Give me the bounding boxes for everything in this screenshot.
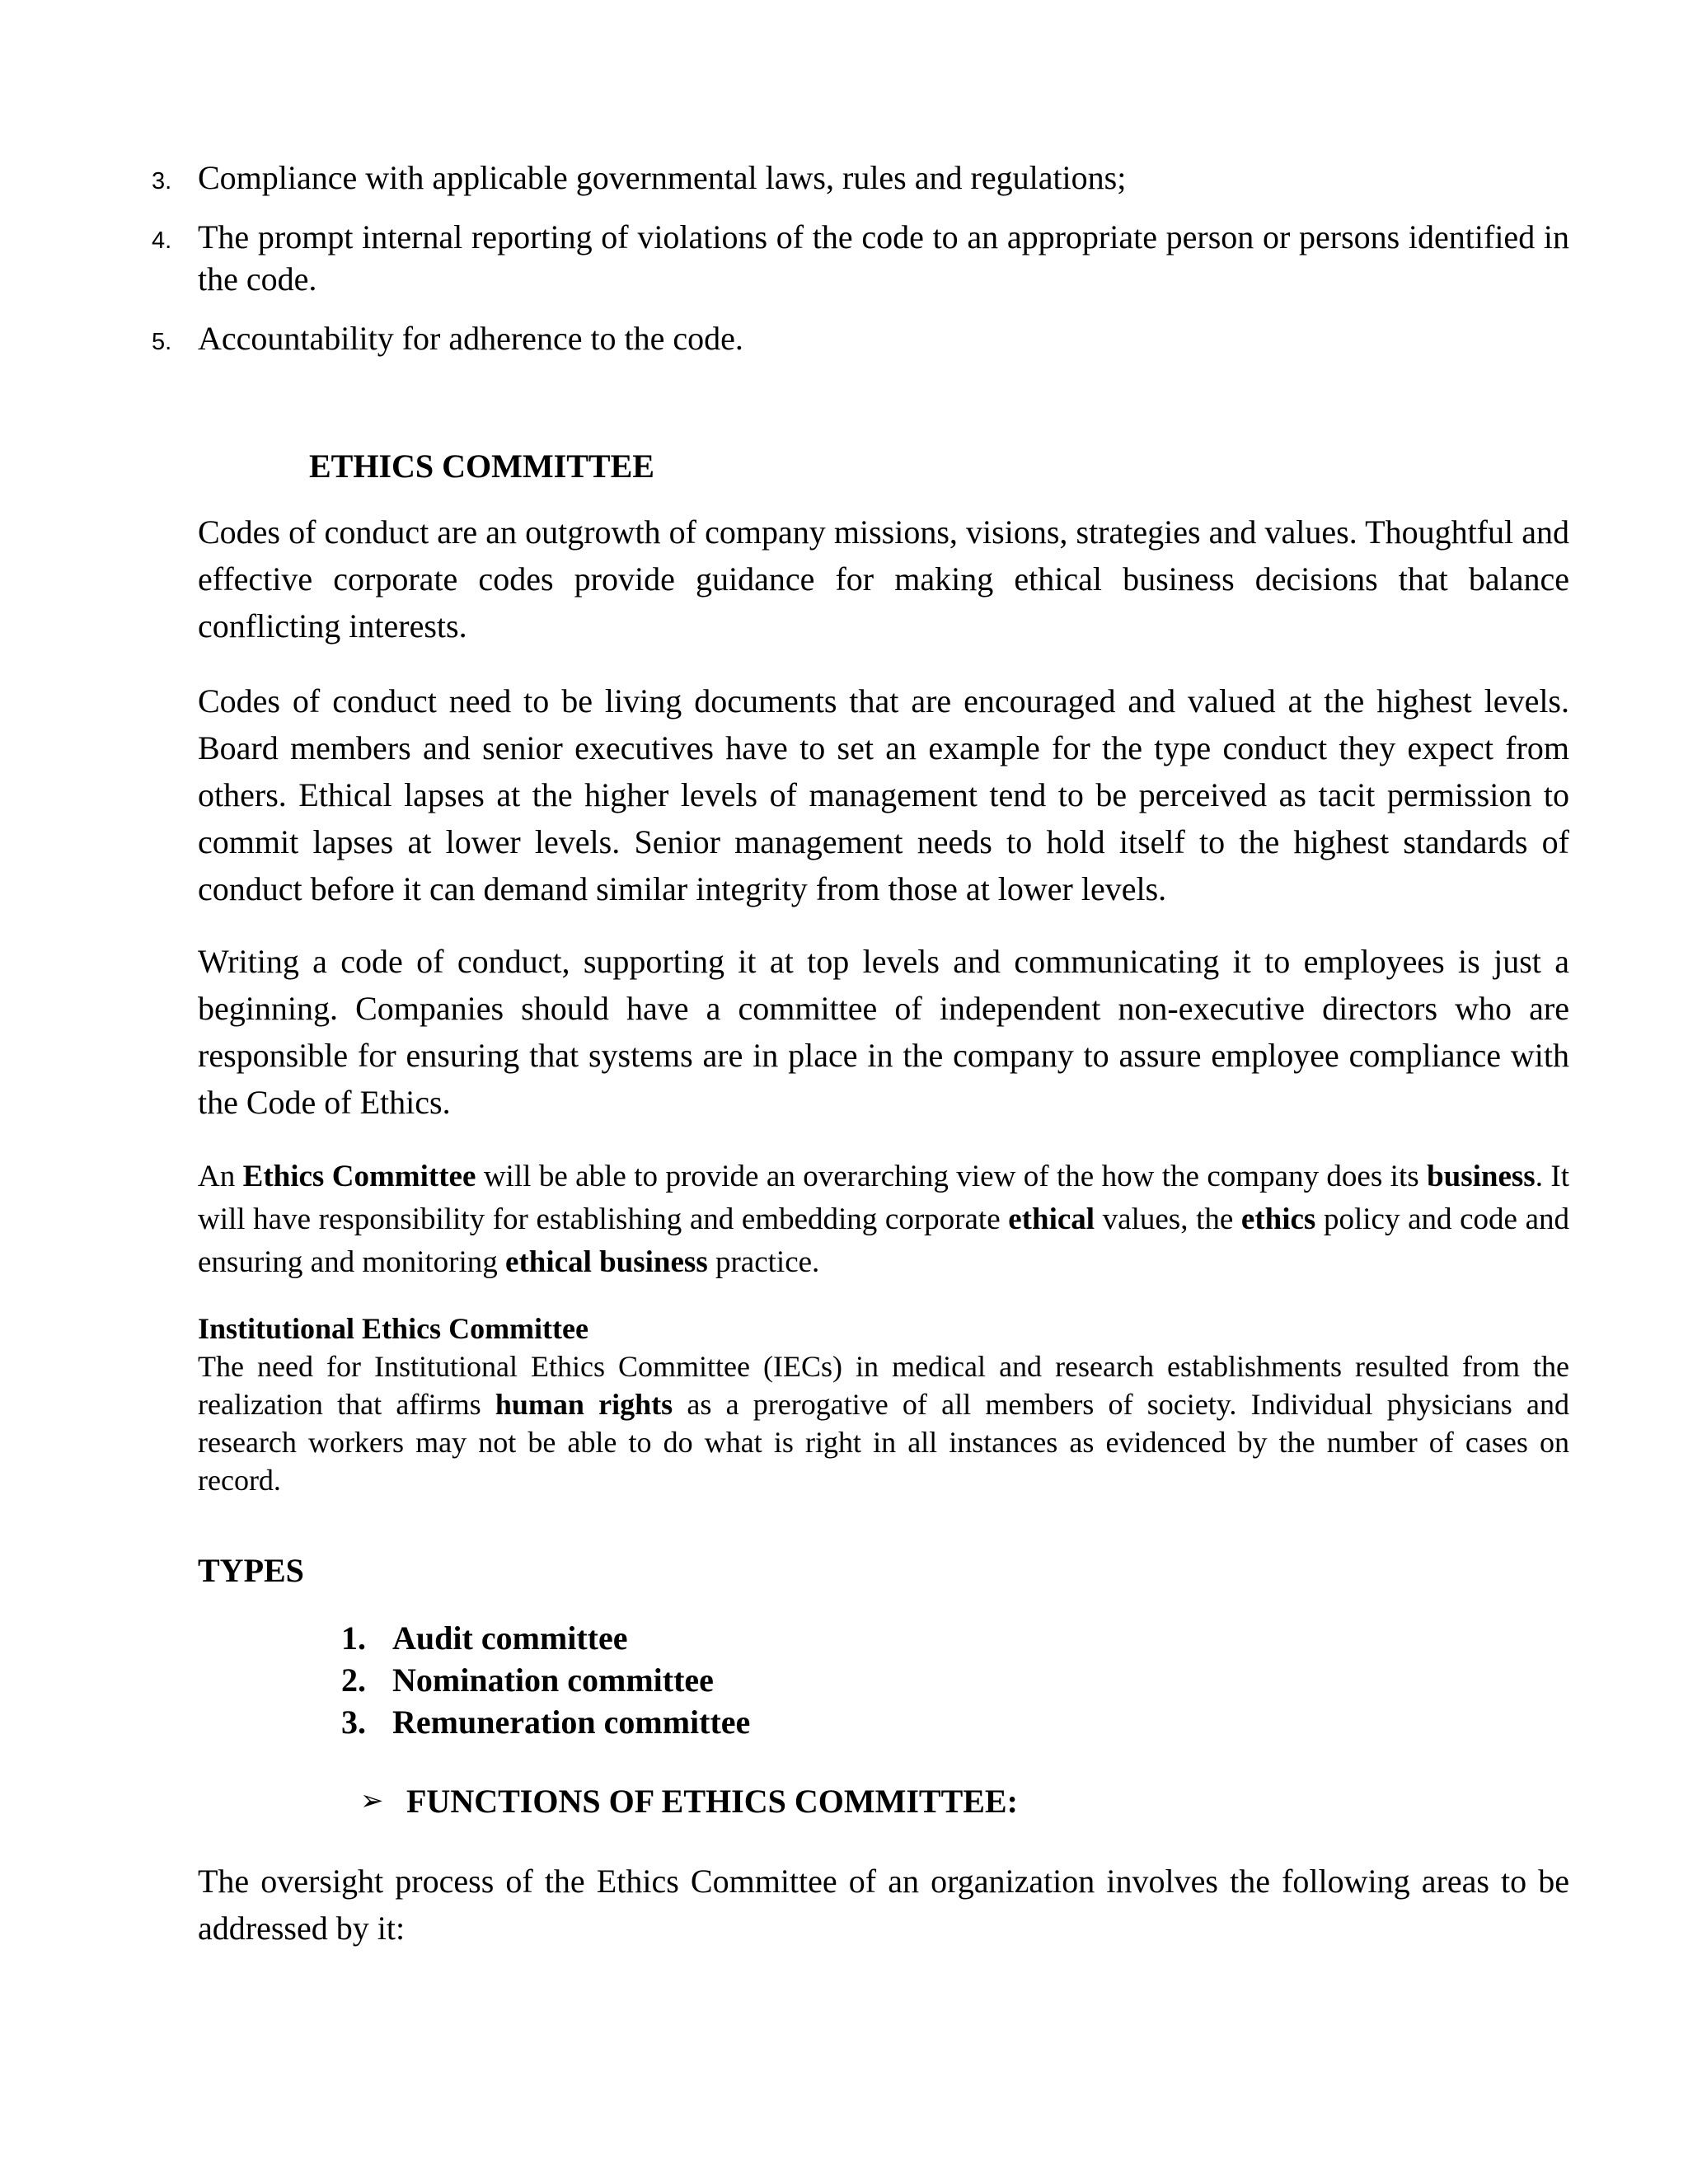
ethics-committee-heading: ETHICS COMMITTEE (309, 448, 654, 485)
bold-term: ethical (1008, 1202, 1095, 1236)
list-item-text: Nomination committee (392, 1661, 714, 1699)
list-item (152, 317, 1569, 359)
text-run: practice. (707, 1245, 820, 1279)
list-item-text: Compliance with applicable governmental laws, rules and regulations; (198, 159, 1127, 196)
list-item-text: Remuneration committee (392, 1704, 751, 1741)
text-run: An (198, 1160, 243, 1193)
functions-heading (360, 1780, 1018, 1822)
list-number: 2. (341, 1661, 366, 1699)
text-run: values, the (1095, 1202, 1241, 1236)
text-run: will be able to provide an overarching view of the how the company does its (476, 1160, 1428, 1193)
list-number: 3. (152, 168, 172, 194)
bold-term: human rights (495, 1388, 673, 1421)
list-number: 4. (152, 227, 172, 254)
text-run: . It will have responsibility for establishing and embedding corporate (198, 1160, 1569, 1236)
text-run: policy and code and ensuring and monitoring (198, 1202, 1570, 1279)
living-documents-paragraph: Codes of conduct need to be living documents that are encouraged and valued at the highest levels. Board members and senior executives have to set an example for the type conduct they expect from others. Ethical lapses at the higher levels of management tend to be perceived as tacit permission to commit lapses at lower levels. Senior management needs to hold itself to the highest standards of conduct before it can demand similar integrity from those at lower levels. (198, 682, 1569, 907)
list-item-text: The prompt internal reporting of violations of the code to an appropriate person or persons identified in the code. (198, 218, 1569, 298)
bold-term: ethical business (505, 1245, 708, 1279)
types-heading: TYPES (198, 1552, 304, 1589)
writing-code-paragraph: Writing a code of conduct, supporting it at top levels and communicating it to employees is just a beginning. Companies should have a committee of independent non-executive directors who are responsible for ensuring that systems are in place in the company to assure employee compliance with the Code of Ethics. (198, 943, 1569, 1121)
committee-types-list (341, 1617, 750, 1743)
bold-term: ethics (1240, 1202, 1316, 1236)
codes-outgrowth-paragraph: Codes of conduct are an outgrowth of company missions, visions, strategies and values. Thoughtful and effective corporate codes provide guidance for making ethical business decisions that balance conflicting interests. (198, 513, 1569, 644)
iec-section (198, 1310, 1569, 1499)
bold-term: Ethics Committee (242, 1160, 476, 1193)
list-item-text: Audit committee (392, 1619, 628, 1657)
list-item (341, 1701, 750, 1743)
ethics-committee-role-paragraph (198, 1155, 1569, 1284)
iec-paragraph (198, 1347, 1569, 1499)
list-item (152, 157, 1569, 199)
iec-heading: Institutional Ethics Committee (198, 1312, 588, 1345)
list-item (341, 1659, 750, 1701)
oversight-paragraph: The oversight process of the Ethics Committee of an organization involves the following areas to be addressed by it: (198, 1863, 1569, 1947)
list-item (341, 1617, 750, 1659)
list-item (152, 216, 1569, 300)
text-run: as a prerogative of all members of society. Individual physicians and research workers may not be able to do what is right in all instances as evidenced by the number of cases on record. (198, 1388, 1569, 1497)
text-run: The need for Institutional Ethics Committee (IECs) in medical and research establishments resulted from the realization that affirms (198, 1350, 1569, 1421)
list-number: 3. (341, 1704, 366, 1741)
list-number: 1. (341, 1619, 366, 1657)
functions-heading-text: FUNCTIONS OF ETHICS COMMITTEE: (406, 1783, 1018, 1820)
list-item-text: Accountability for adherence to the code. (198, 320, 743, 357)
list-number: 5. (152, 329, 172, 355)
bold-term: business (1427, 1160, 1536, 1193)
arrow-right-icon: ➢ (360, 1784, 384, 1817)
compliance-list (152, 157, 1569, 377)
